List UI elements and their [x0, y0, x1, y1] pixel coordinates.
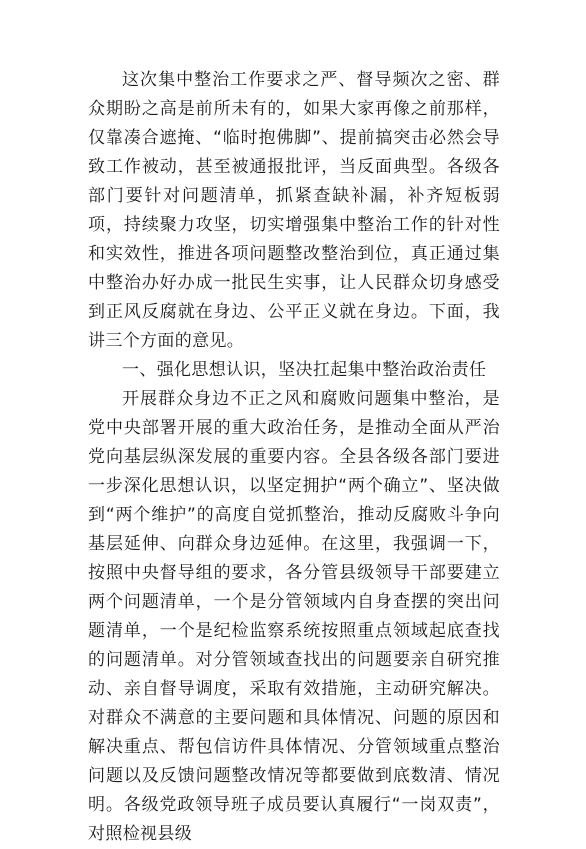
- paragraph-intro: 这次集中整治工作要求之严、督导频次之密、群众期盼之高是前所未有的，如果大家再像之前那样，仅靠凑合遮掩、“临时抱佛脚”、提前搞突击必然会导致工作被动，甚至被通报批评，当反面典型。各级各部门要针对问题清单，抓紧查缺补漏，补齐短板弱项，持续聚力攻坚，切实增强集中整治工作的针对性和实效性，推进各项问题整改整治到位，真正通过集中整治办好办成一批民生实事，让人民群众切身感受到正风反腐就在身边、公平正义就在身边。下面，我讲三个方面的意见。: [88, 70, 500, 351]
- document-body: [88, 66, 500, 849]
- section-heading: 一、强化思想认识，坚决扛起集中整治政治责任: [122, 360, 487, 380]
- paragraph-section-one: 开展群众身边不正之风和腐败问题集中整治，是党中央部署开展的重大政治任务，是推动全面从严治党向基层纵深发展的重要内容。全县各级各部门要进一步深化思想认识，以坚定拥护“两个确立”、坚决做到“两个维护”的高度自觉抓整治，推动反腐败斗争向基层延伸、向群众身边延伸。在这里，我强调一下，按照中央督导组的要求，各分管县级领导干部要建立两个问题清单，一个是分管领域内自身查摆的突出问题清单，一个是纪检监察系统按照重点领域起底查找的问题清单。对分管领域查找出的问题要亲自研究推动、亲自督导调度，采取有效措施，主动研究解决。对群众不满意的主要问题和具体情况、问题的原因和解决重点、帮包信访件具体情况、分管领域重点整治问题以及反馈问题整改情况等都要做到底数清、情况明。各级党政领导班子成员要认真履行“一岗双责”，对照检视县级: [88, 389, 500, 844]
